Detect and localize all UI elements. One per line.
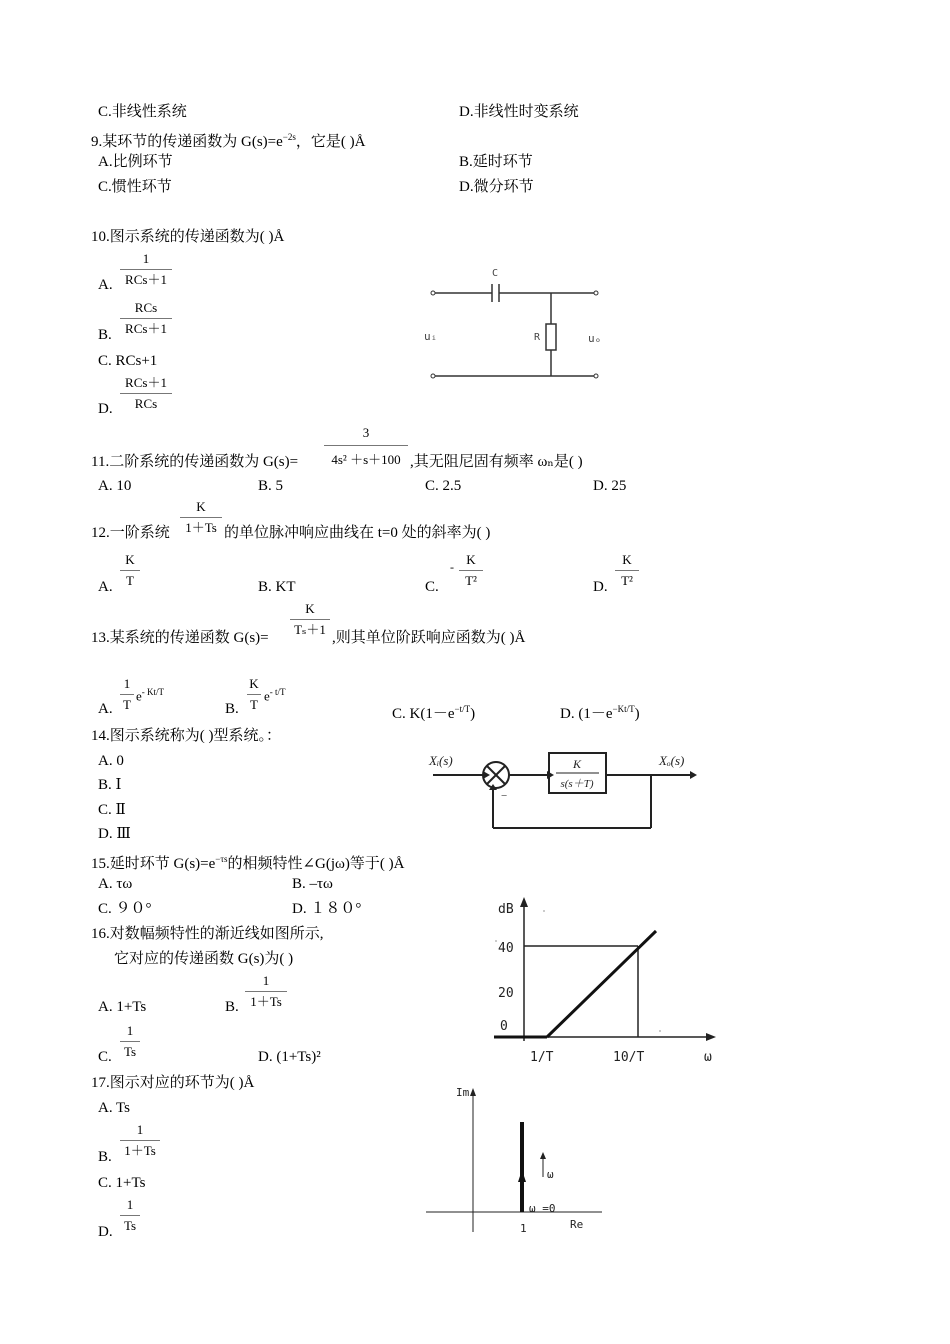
q16-option-c-fraction: 1 Ts — [120, 1023, 140, 1060]
q12-option-c-sign: - — [450, 560, 454, 574]
q16-option-b-fraction: 1 1＋Ts — [245, 973, 287, 1010]
q10-option-b-fraction: RCs RCs＋1 — [120, 300, 172, 337]
q9-option-b: B.延时环节 — [459, 154, 533, 170]
q9-option-d: D.微分环节 — [459, 179, 534, 195]
block-denominator: s(s＋T) — [560, 778, 594, 790]
q12-option-d-fraction: K T² — [615, 552, 639, 589]
input-signal-label: Xᵢ(s) — [429, 753, 453, 768]
q9-stem: 9.某环节的传递函数为 $G(s)=e^{-2s}$，它是( )Å — [91, 132, 366, 150]
real-axis-label: Re — [570, 1218, 584, 1231]
q14-option-a: A. 0 — [98, 753, 124, 769]
q13-option-a-label: A. — [98, 701, 113, 717]
q12-stem-start: 12.一阶系统 — [91, 525, 170, 541]
q14-option-d: D. Ⅲ — [98, 826, 131, 842]
y-tick-20: 20 — [498, 986, 514, 1001]
real-one-tick: 1 — [520, 1222, 527, 1235]
q12-option-c-label: C. — [425, 579, 439, 595]
q12-stem-end: 的单位脉冲响应曲线在 t=0 处的斜率为( ) — [224, 525, 491, 541]
q15-option-a: A. τω — [98, 876, 133, 892]
q10-option-d-label: D. — [98, 401, 113, 417]
q13-option-b-fraction: K T — [247, 676, 261, 713]
q17-option-d-label: D. — [98, 1224, 113, 1240]
nyquist-plot — [422, 1082, 622, 1242]
rc-circuit-diagram — [420, 262, 620, 387]
q16-stem-line1: 16.对数幅频特性的渐近线如图所示, — [91, 926, 324, 942]
q10-option-a-label: A. — [98, 277, 113, 293]
q13-option-b-exp: $e^{- t/T}$ — [264, 687, 286, 704]
q11-option-d: D. 25 — [593, 478, 627, 494]
q15-option-b: B. –τω — [292, 876, 333, 892]
q13-option-c: C. $K(1-e^{-t/T})$ — [392, 704, 476, 722]
q12-option-b: B. KT — [258, 579, 296, 595]
q13-option-d: D. $(1-e^{-Kt/T})$ — [560, 704, 640, 722]
q17-option-b-fraction: 1 1＋Ts — [120, 1122, 160, 1159]
q13-option-a-fraction: 1 T — [120, 676, 134, 713]
resistor-label: R — [534, 332, 541, 343]
q12-option-a-label: A. — [98, 579, 113, 595]
q17-option-c: C. 1+Ts — [98, 1175, 146, 1191]
q10-option-c: C. RCs+1 — [98, 353, 158, 369]
q10-stem: 10.图示系统的传递函数为( )Å — [91, 229, 285, 245]
omega-direction-label: ω — [547, 1168, 554, 1181]
output-voltage-label: uₒ — [588, 332, 602, 345]
x-tick-corner: 1/T — [530, 1050, 554, 1065]
q13-stem-start: 13.某系统的传递函数 G(s)= — [91, 630, 269, 646]
q15-stem: 15.延时环节 $G(s)=e^{-\tau s}$的相频特性∠G(jω)等于( )Å — [91, 854, 405, 872]
q16-option-d: D. (1+Ts)² — [258, 1049, 321, 1065]
q17-option-d-fraction: 1 Ts — [120, 1197, 140, 1234]
q11-option-c: C. 2.5 — [425, 478, 462, 494]
q15-option-d: D. １８０° — [292, 901, 362, 917]
q10-option-b-label: B. — [98, 327, 112, 343]
q11-option-b: B. 5 — [258, 478, 284, 494]
capacitor-label: C — [492, 268, 499, 279]
feedback-block-diagram — [425, 745, 705, 835]
q11-stem-start: 11.二阶系统的传递函数为 G(s)= — [91, 454, 299, 470]
q15-option-c: C. ９０° — [98, 901, 152, 917]
q12-option-c-fraction: K T² — [459, 552, 483, 589]
imaginary-axis-label: Im — [456, 1086, 470, 1099]
q13-stem-end: ,则其单位阶跃响应函数为( )Å — [332, 630, 526, 646]
x-tick-ten-corner: 10/T — [613, 1050, 645, 1065]
q9-option-c: C.惯性环节 — [98, 179, 172, 195]
q13-option-a-exp: $e^{- Kt/T}$ — [136, 687, 165, 704]
q11-fraction: 3 4s² ＋s＋100 — [324, 425, 408, 468]
q16-option-b-label: B. — [225, 999, 239, 1015]
q16-stem-line2: 它对应的传递函数 G(s)为( ) — [114, 951, 294, 967]
q14-option-b: B. Ⅰ — [98, 777, 122, 793]
q11-stem-end: ,其无阻尼固有频率 ωₙ是( ) — [410, 454, 583, 470]
q13-fraction: K Tₛ＋1 — [290, 601, 330, 638]
q13-option-b-label: B. — [225, 701, 239, 717]
q12-option-d-label: D. — [593, 579, 608, 595]
q8-option-d: D.非线性时变系统 — [459, 104, 579, 120]
q17-option-a: A. Ts — [98, 1100, 131, 1116]
q17-option-b-label: B. — [98, 1149, 112, 1165]
input-voltage-label: uᵢ — [424, 330, 438, 343]
y-tick-0: 0 — [500, 1019, 508, 1034]
q10-option-d-fraction: RCs＋1 RCs — [120, 375, 172, 412]
negative-feedback-sign: − — [501, 790, 508, 802]
block-numerator: K — [572, 757, 582, 771]
q16-option-c-label: C. — [98, 1049, 112, 1065]
x-axis-unit: ω — [704, 1050, 712, 1065]
q17-stem: 17.图示对应的环节为( )Å — [91, 1075, 255, 1091]
q16-option-a: A. 1+Ts — [98, 999, 147, 1015]
q12-option-a-fraction: K T — [120, 552, 140, 589]
q14-option-c: C. Ⅱ — [98, 802, 126, 818]
q11-option-a: A. 10 — [98, 478, 132, 494]
omega-zero-label: ω =0 — [529, 1202, 556, 1215]
q14-stem: 14.图示系统称为( )型系统。： — [91, 728, 281, 744]
q12-fraction: K 1＋Ts — [180, 499, 222, 536]
bode-magnitude-plot — [490, 893, 720, 1068]
y-tick-40: 40 — [498, 941, 514, 956]
q9-option-a: A.比例环节 — [98, 154, 173, 170]
q8-option-c: C.非线性系统 — [98, 104, 187, 120]
y-axis-unit: dB — [498, 902, 514, 917]
output-signal-label: Xₒ(s) — [659, 753, 685, 768]
q10-option-a-fraction: 1 RCs＋1 — [120, 251, 172, 288]
